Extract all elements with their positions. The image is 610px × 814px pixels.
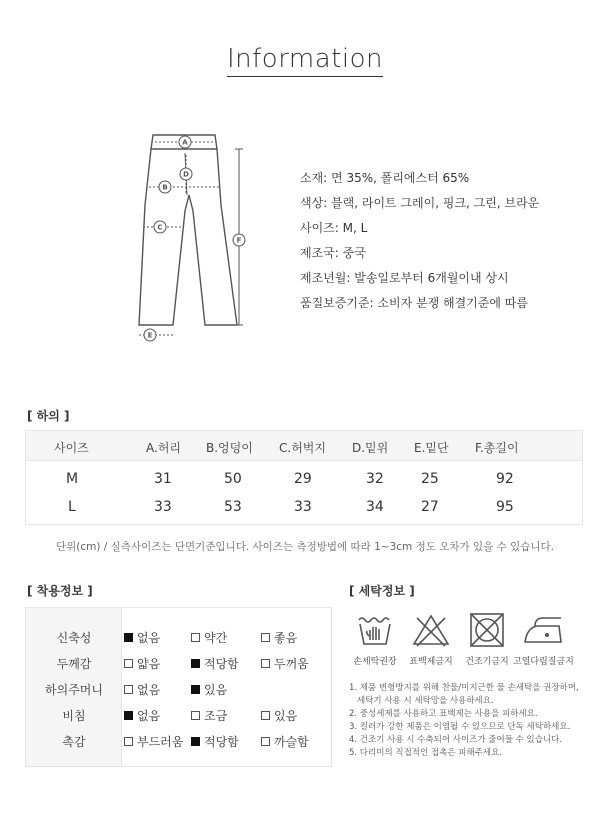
checkbox-checked [124,633,133,642]
checkbox [191,633,200,642]
option-label: 부드러움 [137,735,184,749]
wash-caption: 표백제금지 [409,657,453,667]
info-color: 색상: 블랙, 라이트 그레이, 핑크, 그린, 브라운 [300,196,540,210]
size-table [25,430,583,525]
checkbox-checked [191,737,200,746]
wash-item-bleach [401,612,461,667]
wear-row-transparency [26,702,331,728]
size-cell: M [66,471,79,487]
option [191,733,239,750]
info-country: 제조국: 중국 [300,246,366,260]
wash-note: 5. 다리미의 직접적인 접촉은 피해주세요. [349,748,502,758]
hem-cell: 25 [421,471,439,487]
option [261,629,297,646]
waist-cell: 33 [154,499,172,515]
hand-wash-icon [355,612,395,648]
wash-item-hand [345,612,405,667]
checkbox-checked [191,659,200,668]
option [191,681,227,698]
option [124,629,160,646]
info-quality-standard: 품질보증기준: 소비자 분쟁 해결기준에 따름 [300,296,528,310]
size-cell: L [68,499,76,515]
header-size: 사이즈 [54,441,89,455]
option-label: 있음 [274,709,298,723]
option-label: 있음 [204,683,228,697]
wear-row-texture [26,728,331,754]
wear-row-elasticity [26,624,331,650]
wash-note: 4. 건조기 사용 시 수축되어 사이즈가 줄어들 수 있습니다. [349,735,563,745]
length-cell: 92 [496,471,514,487]
option [124,707,160,724]
rise-cell: 34 [366,499,384,515]
option [191,629,227,646]
option-label: 조금 [204,709,228,723]
wash-note: 2. 중성세제를 사용하고 표백제는 사용을 피하세요. [349,709,538,719]
checkbox [261,659,270,668]
option [261,707,297,724]
row-name: 비침 [62,709,86,723]
label-b: B [162,183,168,192]
hip-cell: 50 [224,471,242,487]
length-cell: 95 [496,499,514,515]
checkbox [124,737,133,746]
no-bleach-icon [411,612,451,648]
option [124,681,160,698]
option [124,733,183,750]
rise-cell: 32 [366,471,384,487]
wear-section-label: [ 착용정보 ] [27,584,93,598]
checkbox [124,659,133,668]
hip-cell: 53 [224,499,242,515]
low-iron-icon [521,612,565,648]
row-name: 두께감 [56,657,92,671]
size-table-header [26,431,582,461]
waist-cell: 31 [154,471,172,487]
wash-caption: 손세탁권장 [353,657,397,667]
checkbox [261,711,270,720]
wear-info-table [25,607,332,767]
option [124,655,160,672]
header-rise: D.밑위 [352,441,389,455]
wash-note: 3. 컬러가 강한 제품은 이염될 수 있으므로 단독 세탁하세요. [349,722,571,732]
option-label: 좋음 [274,631,298,645]
header-length: F.총길이 [475,441,519,455]
label-c: C [157,223,163,232]
option-label: 두꺼움 [274,657,309,671]
thigh-cell: 29 [294,471,312,487]
label-a: A [182,138,188,147]
wash-section-label: [ 세탁정보 ] [349,584,415,598]
label-e: E [147,331,153,340]
header-hem: E.밑단 [414,441,449,455]
wash-caption: 건조기금지 [465,657,509,667]
header-thigh: C.허벅지 [279,441,326,455]
option-label: 적당함 [204,657,239,671]
checkbox-checked [124,711,133,720]
checkbox-checked [191,685,200,694]
wash-note: 1. 제품 변형방지를 위해 찬물/미지근한 물 손세탁을 권장하며, [349,683,579,693]
label-f: F [236,236,242,245]
thigh-cell: 33 [294,499,312,515]
table-row [26,465,582,493]
wash-note: 세탁기 사용 시 세탁망을 사용하세요. [357,696,494,706]
row-name: 신축성 [56,631,92,645]
option-label: 얇음 [137,657,161,671]
header-waist: A.허리 [146,441,181,455]
option-label: 약간 [204,631,228,645]
no-tumble-dry-icon [467,612,507,648]
info-manufacture-date: 제조년월: 발송일로부터 6개월이내 상시 [300,271,509,285]
checkbox [191,711,200,720]
row-name: 촉감 [62,735,86,749]
checkbox [261,737,270,746]
option-label: 까슬함 [274,735,309,749]
product-info [300,170,539,320]
option-label: 없음 [137,709,161,723]
option [261,655,309,672]
checkbox [261,633,270,642]
header-hip: B.엉덩이 [206,441,253,455]
option-label: 없음 [137,683,161,697]
row-name: 하의주머니 [45,683,103,697]
wear-row-thickness [26,650,331,676]
info-size: 사이즈: M, L [300,221,368,235]
option [191,707,227,724]
size-section-label: [ 하의 ] [27,409,70,423]
table-row [26,493,582,521]
page-title: Information [0,44,610,74]
label-d: D [183,170,189,179]
info-material: 소재: 면 35%, 폴리에스터 65% [300,171,470,185]
hem-cell: 27 [421,499,439,515]
checkbox [124,685,133,694]
option-label: 없음 [137,631,161,645]
option [261,733,309,750]
wear-row-pocket [26,676,331,702]
option [191,655,239,672]
wash-item-iron [513,612,573,667]
wash-icons [345,612,585,674]
wash-notes [349,682,594,760]
wash-caption: 고열다림질금지 [513,657,574,667]
size-note: 단위(cm) / 실측사이즈는 단면기준입니다. 사이즈는 측정방법에 따라 1~3cm 정도 오차가 있을 수 있습니다. [55,541,555,553]
option-label: 적당함 [204,735,239,749]
wash-item-dryer [457,612,517,667]
pants-diagram [125,125,260,345]
